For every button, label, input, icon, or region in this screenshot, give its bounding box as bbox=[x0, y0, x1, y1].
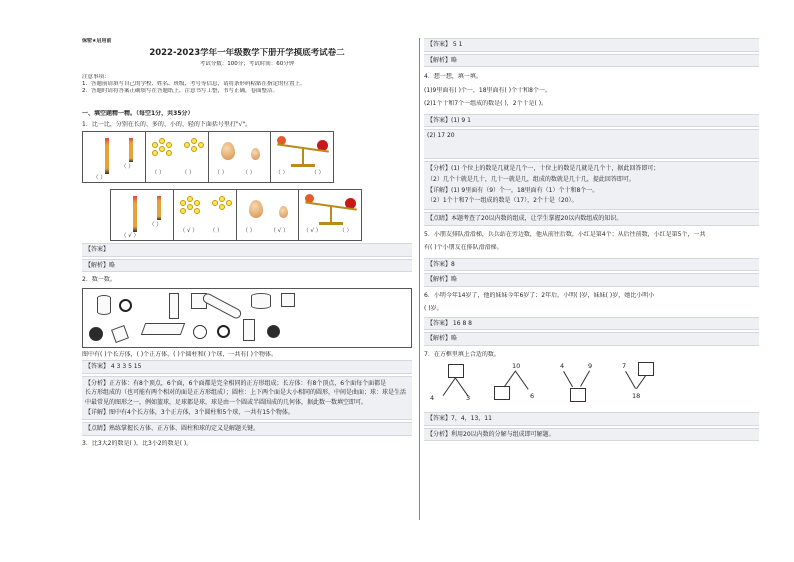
q7-number: 4 bbox=[560, 362, 565, 371]
q4-stem: 4．想一想，填一填。 bbox=[424, 73, 482, 80]
q4-answer-2: (2) 17 20 bbox=[424, 129, 759, 159]
q1-blank: （ ） bbox=[181, 170, 195, 177]
q7-number: 10 bbox=[512, 362, 521, 371]
q1-answer: 【答案】 bbox=[82, 243, 412, 257]
scale-base bbox=[319, 222, 343, 225]
q1-stem: 1．比一比，分别在长的、多的、小的、轻的下面括号里打"√"。 bbox=[82, 120, 252, 128]
coin-icon bbox=[180, 200, 186, 206]
q3-stem: 3．比3大2的数是( )，比3小2的数是( )。 bbox=[82, 439, 193, 447]
q4-analysis-line: （2）几个十就是几十，几十一就是几，组成的数就是几十几，提此回答即可。 bbox=[427, 175, 635, 183]
q4-analysis bbox=[424, 161, 759, 210]
coin-icon bbox=[166, 142, 172, 148]
q1-answer-pencils-cell bbox=[111, 190, 174, 240]
q1-check: （ √ ） bbox=[121, 233, 140, 240]
q1-blank: （ ） bbox=[209, 228, 223, 235]
notes-heading: 注意事项： bbox=[82, 73, 110, 80]
q1-answer-eggs-cell bbox=[237, 190, 300, 240]
q1-answer-circles-cell bbox=[174, 190, 237, 240]
tree-line bbox=[580, 371, 590, 387]
q1-pencils-cell bbox=[83, 132, 146, 182]
q1-answer-scale-cell bbox=[299, 190, 361, 240]
scale-post bbox=[302, 148, 304, 164]
secret-label: 保密★启用前 bbox=[82, 38, 112, 44]
big-egg-icon bbox=[221, 142, 235, 160]
coin-icon bbox=[219, 204, 225, 210]
small-egg-icon bbox=[279, 206, 288, 218]
q7-number: 4 bbox=[430, 394, 435, 403]
q1-blank: （ ） bbox=[121, 164, 134, 171]
q1-answer-strip bbox=[110, 189, 362, 241]
coin-icon bbox=[226, 200, 232, 206]
q2-tip: 【点睛】熟练掌握长方体、正方体、圆柱和球的定义是解题关键。 bbox=[82, 422, 412, 436]
q7-number: 18 bbox=[632, 392, 641, 401]
coin-icon bbox=[194, 208, 200, 214]
q4-tip: 【点睛】本题考查了20以内数的组成，让学生掌握20以内数组成的知识。 bbox=[424, 212, 759, 226]
q7-answer-box[interactable] bbox=[448, 364, 464, 378]
notes-block bbox=[82, 74, 412, 95]
q1-check: （ √ ） bbox=[303, 228, 322, 235]
q6-stem-2: ( )岁。 bbox=[424, 305, 443, 313]
q1-blank: （ ） bbox=[149, 222, 162, 229]
q7-analysis: 【分析】利用20以内数的分解与组成即可解题。 bbox=[424, 428, 759, 442]
notes-item-2: 2．答题时请将答案正确填写在答题纸上，注意书写工整，书写正确，卷面整洁。 bbox=[82, 87, 279, 94]
notes-item-1: 1．答题前请填写自己的学校、姓名、班级、考号等信息，请将条形码粘贴在指定的位置上。 bbox=[82, 80, 306, 87]
q4-analysis-line: 【详解】(1) 9里面有（9）个一，18里面有（1）个十和8个一。 bbox=[427, 186, 599, 194]
small-egg-icon bbox=[251, 148, 260, 160]
q7-number: 6 bbox=[530, 392, 535, 401]
cylinder-icon bbox=[251, 293, 271, 309]
q2-analysis-line: 【分析】正方体：有8个顶点，6个面，6个面都是完全相同的正方形组成；长方体：有8个顶点，6个面每个面都是 bbox=[85, 379, 387, 387]
coin-icon bbox=[191, 146, 197, 152]
coin-icon bbox=[194, 200, 200, 206]
coin-icon bbox=[166, 150, 172, 156]
coin-icon bbox=[159, 138, 165, 144]
q7-stem: 7．在方框里填上合适的数。 bbox=[424, 350, 500, 358]
cube-icon bbox=[281, 293, 295, 307]
q2-analysis-line: 中最常见的图形之一，例如篮球，足球都是球，球是由一个圆或半圆围成的几何体，据此数一数填空即可。 bbox=[85, 399, 368, 407]
column-divider bbox=[419, 38, 420, 520]
q1-eggs-cell bbox=[209, 132, 272, 182]
q1-check: （ √ ） bbox=[179, 228, 198, 235]
coin-icon bbox=[212, 200, 218, 206]
q7-number: 7 bbox=[622, 362, 627, 371]
q1-scale-cell bbox=[271, 132, 333, 182]
tree-line bbox=[443, 378, 456, 397]
coin-icon bbox=[187, 196, 193, 202]
tree-line bbox=[515, 371, 528, 390]
q4-answer-1: 【答案】(1) 9 1 bbox=[424, 114, 759, 128]
short-pencil-icon bbox=[157, 196, 161, 220]
exam-meta: 考试分数：100分；考试时间：60分钟 bbox=[199, 60, 295, 67]
q1-blank: （ ） bbox=[242, 228, 256, 235]
q5-answer: 【答案】8 bbox=[424, 258, 759, 272]
volleyball-icon bbox=[193, 325, 207, 339]
q4-analysis-line: （2）1个十和7个一组成的数是（17），2个十是（20）。 bbox=[427, 197, 578, 205]
q6-answer: 【答案】 16 8 8 bbox=[424, 317, 759, 331]
tree-line bbox=[563, 371, 573, 387]
scale-post bbox=[330, 206, 332, 222]
q4-analysis-line: 【分析】(1) 个位上的数是几就是几个一，十位上的数是几就是几个十，据此回答即可； bbox=[427, 165, 660, 172]
q1-figure-strip bbox=[82, 131, 334, 183]
q7-answer-box[interactable] bbox=[494, 386, 510, 400]
q7-answer-box[interactable] bbox=[638, 362, 654, 376]
q2-analysis bbox=[82, 376, 412, 420]
q1-blank: （ ） bbox=[93, 175, 106, 182]
short-pencil-icon bbox=[129, 138, 133, 162]
coin-icon bbox=[159, 146, 165, 152]
coin-icon bbox=[219, 196, 225, 202]
cylinder-icon bbox=[97, 295, 111, 315]
scale-base bbox=[291, 164, 315, 167]
cuboid-icon bbox=[243, 319, 255, 341]
basketball-icon bbox=[267, 325, 280, 338]
big-egg-icon bbox=[249, 200, 263, 218]
q2-answer: 【答案】 4 3 3 5 15 bbox=[82, 360, 412, 374]
q6-analysis: 【解析】略 bbox=[424, 332, 759, 346]
section1-title: 一、填空题精一精。（每空1分，共35分） bbox=[82, 110, 194, 118]
exam-title: 2022-2023学年一年级数学下册开学摸底考试卷二 bbox=[149, 48, 345, 59]
q2-question: 图中有( )个长方体，( )个正方体，( )个圆柱和( )个球，一共有( )个物体。 bbox=[82, 350, 277, 358]
q1-blank: （ ） bbox=[214, 170, 228, 177]
q7-number: 9 bbox=[588, 362, 593, 371]
cuboid-icon bbox=[141, 323, 185, 335]
q5-analysis: 【解析】略 bbox=[424, 273, 759, 287]
q1-circles-cell bbox=[146, 132, 209, 182]
coin-icon bbox=[152, 150, 158, 156]
basketball-icon bbox=[89, 327, 103, 341]
q6-stem-1: 6．小明今年14岁了，他的妹妹今年6岁了；2年后，小明( )岁，妹妹( )岁，她比小明小 bbox=[424, 291, 655, 299]
q5-stem-1: 5．小朋友排队滑滑梯，兵兵站在旁边数，他从前往后数，小红是第4个；从后往前数，小红是第5个，一共 bbox=[424, 230, 706, 238]
soccer-ball-icon bbox=[119, 299, 132, 312]
q1-blank: （ ） bbox=[339, 228, 352, 235]
cube-icon bbox=[111, 325, 129, 343]
soccer-ball-icon bbox=[217, 325, 230, 338]
q1-blank: （ ） bbox=[311, 170, 324, 177]
q7-number-trees bbox=[428, 362, 668, 410]
coin-icon bbox=[184, 142, 190, 148]
coin-icon bbox=[152, 142, 158, 148]
q7-number: 3 bbox=[466, 394, 471, 403]
q1-blank: （ ） bbox=[151, 170, 165, 177]
q3-answer: 【答案】 5 1 bbox=[424, 38, 759, 52]
cylinder-icon bbox=[201, 292, 243, 321]
q3-analysis: 【解析】略 bbox=[424, 54, 759, 68]
cuboid-icon bbox=[169, 293, 179, 319]
q2-analysis-line: 长方形组成的（也可能有两个相对的面是正方形组成）；圆柱：上下两个面是大小相同的圆形，中间是曲面；球：球是生活 bbox=[85, 389, 407, 397]
q4-part2: (2)1个十和7个一组成的数是( )，2个十是( )。 bbox=[424, 100, 548, 107]
q1-blank: （ ） bbox=[242, 170, 256, 177]
long-pencil-icon bbox=[105, 138, 109, 174]
q2-stem: 2．数一数。 bbox=[82, 276, 116, 284]
q2-shapes-figure bbox=[82, 288, 412, 348]
coin-icon bbox=[180, 208, 186, 214]
coin-icon bbox=[187, 204, 193, 210]
q2-analysis-line: 【详解】图中有4个长方体，3个正方体，3个圆柱和5个球，一共有15个物体。 bbox=[85, 408, 294, 416]
long-pencil-icon bbox=[133, 196, 137, 232]
right-column bbox=[424, 38, 759, 441]
q1-blank: （ ） bbox=[275, 170, 288, 177]
tree-line bbox=[636, 376, 646, 390]
tree-line bbox=[625, 371, 636, 389]
tree-line bbox=[504, 371, 516, 388]
q1-check: （ √ ） bbox=[270, 228, 289, 235]
q4-part1: (1)9里面有( )个一，18里面有( )个十和8个一。 bbox=[424, 86, 551, 94]
q7-answer: 【答案】7，4，13，11 bbox=[424, 412, 759, 426]
coin-icon bbox=[198, 142, 204, 148]
coin-icon bbox=[191, 138, 197, 144]
left-column bbox=[82, 38, 412, 447]
q7-answer-box[interactable] bbox=[570, 388, 586, 402]
q5-stem-2: 有( )个小朋友在排队滑滑梯。 bbox=[424, 244, 503, 252]
q1-analysis: 【解析】略 bbox=[82, 259, 412, 273]
